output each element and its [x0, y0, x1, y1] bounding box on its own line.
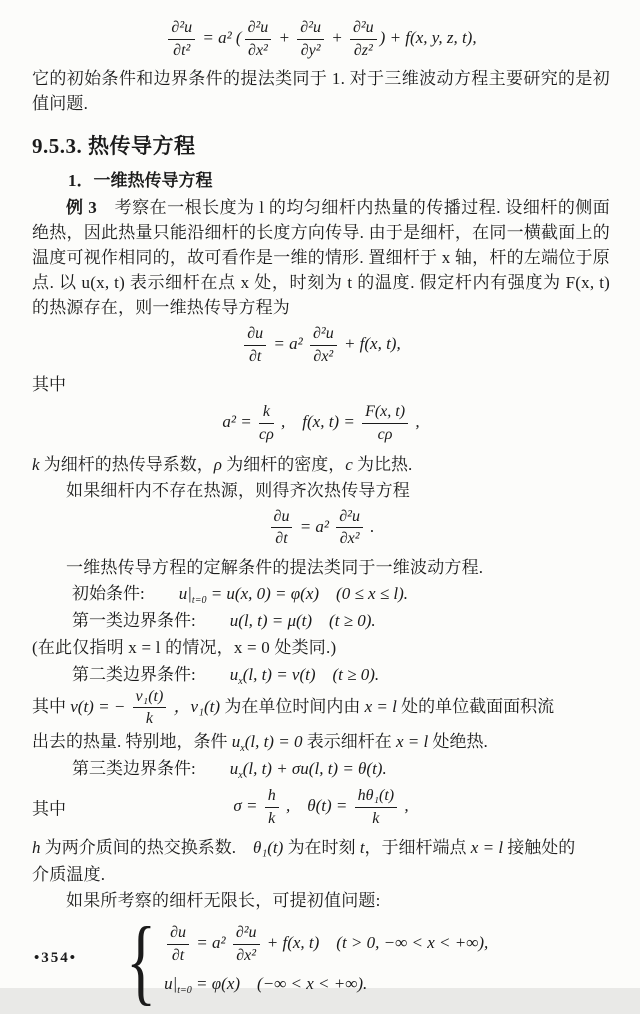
equation-1d-heat: $\frac{\partial u}{\partial t}$ = a² $\frac{\text{∂²u}}{\text{∂x²}}$ + f(x, t),	[32, 325, 610, 365]
page-number: •354•	[34, 950, 78, 966]
subsection-heading: 1．一维热传导方程	[68, 171, 213, 191]
equation-sigma-theta: σ = $\frac{h}{k}$ , θ(t) = $\frac{\text{hθ₁(t)}}{k}$ ,	[233, 786, 409, 827]
example-label: 例 3	[66, 198, 97, 218]
where-label-2: 其中	[32, 799, 66, 819]
first-kind-boundary-line: 第一类边界条件: u(l, t) = μ(t) (t ≥ 0).	[72, 610, 376, 630]
equation-coefficients: a² = $\frac{k}{c\rho}$ , f(x, t) = $\frac{F(x, t)}{c\rho}$ ,	[222, 403, 420, 443]
paragraph-coefficients: k 为细杆的热传导系数，ρ 为细杆的密度，c 为比热.	[32, 454, 413, 474]
paragraph-intro: 它的初始条件和边界条件的提法类同于 1. 对于三维波动方程主要研究的是初值问题.	[32, 69, 610, 114]
initial-value-problem-system: { $\frac{\partial u}{\partial t}$ = a² $\frac{\text{∂²u}}{\text{∂x²}}$ + f(x, t) (t > 0, −∞ < x < +∞), $u|_{t=0} = \varphi(x)$ (−∞ < x < +∞).	[126, 906, 489, 1014]
nu-definition-line2: 出去的热量. 特别地，条件 $u_x(l$, t) = 0 表示细杆在 x = l 处绝热.	[32, 731, 488, 754]
paragraph-ivp-intro: 如果所考察的细杆无限长，可提初值问题:	[66, 891, 381, 911]
heat-exchange-line2: 介质温度.	[32, 865, 106, 885]
boundary-note-line: (在此仅指明 x = l 的情况，x = 0 处类同.)	[32, 637, 337, 657]
nu-definition-line1: 其中 ν(t) = − $\frac{\text{ν₁(t)}}{k}$ ，ν₁(t) 为在单位时间内由 x = l 处的单位截面面积流	[32, 687, 555, 728]
initial-condition-line: 初始条件: $u|_{t=0} = u(x$, 0) = φ(x) (0 ≤ x ≤ l).	[72, 583, 409, 606]
third-kind-boundary-line: 第三类边界条件: $u_x(l$, t) + σu(l, t) = θ(t).	[72, 758, 387, 781]
system-equation-2: $u|_{t=0} = \varphi(x)$ (−∞ < x < +∞).	[164, 974, 368, 997]
equation-3d-wave: $\frac{\text{∂²u}}{\text{∂t²}}$ = a² ( $\frac{\text{∂²u}}{\text{∂x²}}$ + $\frac{\text{∂²u}}{\text{∂y²}}$ + $\frac{\text{∂²u}}{\text{∂z²}}$ ) + f(x, y, z, t),	[32, 19, 610, 59]
where-label-1: 其中	[32, 375, 66, 395]
section-heading: 9.5.3. 热传导方程	[32, 134, 196, 159]
paragraph-homogeneous-intro: 如果细杆内不存在热源，则得齐次热传导方程	[66, 480, 410, 500]
system-equation-1: $\frac{\partial u}{\partial t}$ = a² $\frac{\text{∂²u}}{\text{∂x²}}$ + f(x, t) (t > 0, −∞ < x < +∞),	[164, 924, 488, 964]
equation-homogeneous-heat: $\frac{\partial u}{\partial t}$ = a² $\frac{\text{∂²u}}{\text{∂x²}}$ .	[32, 508, 610, 548]
paragraph-boundary-same: 一维热传导方程的定解条件的提法类同于一维波动方程.	[66, 557, 484, 577]
example-text: 考察在一根长度为 l 的均匀细杆内热量的传播过程. 设细杆的侧面绝热，因此热量只能沿细杆的长度方向传导. 由于是细杆，在同一横截面上的温度可视作相同的，故可看作是一维的情形. 置细杆于 x 轴，杆的左端位于原点. 以 u(x, t) 表示细杆在点 x 处，时刻为 t 的温度. 假定杆内有强度为 F(x, t) 的热源存在，则一维热传导方程为	[32, 198, 610, 318]
where-sigma-row	[32, 787, 610, 827]
heat-exchange-line1: h 为两介质间的热交换系数. θ₁(t) 为在时刻 t，于细杆端点 x = l 接触处的	[32, 838, 576, 858]
second-kind-boundary-line: 第二类边界条件: $u_x(l$, t) = ν(t) (t ≥ 0).	[72, 664, 380, 687]
system-equations	[164, 917, 488, 1004]
paragraph-example3	[32, 195, 610, 320]
